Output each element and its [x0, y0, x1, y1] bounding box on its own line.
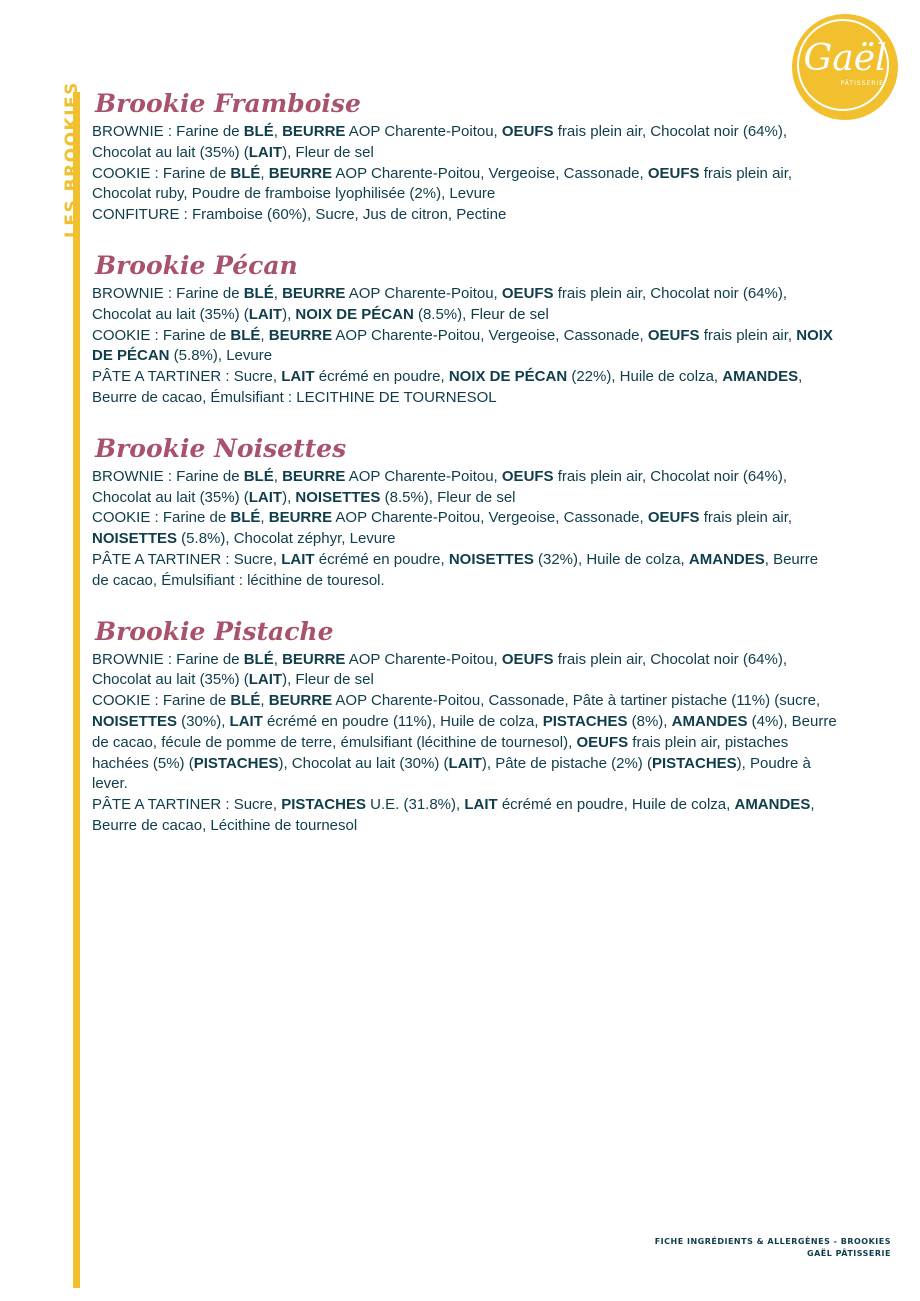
- ingredient-text: ), Poudre à lever.: [92, 754, 811, 793]
- recipe-title: Brookie Pistache: [95, 616, 334, 646]
- allergen-text: NOIX DE PÉCAN: [295, 305, 414, 323]
- allergen-text: LAIT: [464, 796, 498, 814]
- ingredient-text: écrémé en poudre (11%), Huile de colza,: [262, 712, 543, 730]
- allergen-text: LAIT: [448, 754, 482, 772]
- allergen-text: LAIT: [281, 368, 315, 386]
- recipe-title: Brookie Noisettes: [95, 433, 347, 463]
- allergen-text: NOISETTES: [295, 488, 381, 506]
- ingredient-line: [92, 122, 837, 164]
- ingredient-text: frais plein air, Chocolat noir (64%), Chocolat au lait (35%) (: [92, 650, 788, 689]
- allergen-text: LAIT: [248, 488, 283, 506]
- recipe-section: [92, 431, 837, 592]
- ingredient-text: (8%),: [627, 712, 672, 730]
- allergen-text: LAIT: [248, 143, 283, 161]
- ingredient-text: ,: [273, 650, 283, 668]
- recipe-section: [92, 614, 837, 837]
- allergen-text: OEUFS: [501, 467, 554, 485]
- ingredient-line: [92, 284, 837, 326]
- allergen-text: NOISETTES: [92, 712, 178, 730]
- ingredient-text: AOP Charente-Poitou, Vergeoise, Cassonade,: [332, 326, 648, 344]
- ingredient-text: frais plein air, pistaches hachées (5%) (: [92, 733, 789, 772]
- allergen-text: OEUFS: [647, 509, 700, 527]
- recipe-title: Brookie Framboise: [95, 89, 361, 118]
- footer-line-1: FICHE INGRÉDIENTS & ALLERGÈNES - BROOKIES: [654, 1237, 891, 1246]
- allergen-text: BLÉ: [230, 692, 261, 710]
- allergen-text: BLÉ: [243, 650, 274, 668]
- allergen-text: BLÉ: [243, 284, 274, 302]
- allergen-text: PISTACHES: [281, 796, 366, 814]
- allergen-text: BLÉ: [230, 164, 261, 182]
- ingredient-text: BROWNIE : Farine de: [92, 650, 244, 668]
- ingredient-text: frais plein air,: [699, 326, 797, 344]
- allergen-text: BEURRE: [282, 284, 346, 302]
- allergen-text: LAIT: [229, 712, 263, 730]
- ingredient-line: [92, 795, 837, 837]
- ingredient-text: écrémé en poudre,: [314, 368, 449, 386]
- ingredient-text: ), Fleur de sel: [282, 671, 374, 689]
- allergen-text: BEURRE: [282, 467, 346, 485]
- ingredient-text: ), Pâte de pistache (2%) (: [481, 754, 652, 772]
- allergen-text: NOIX DE PÉCAN: [448, 368, 568, 386]
- ingredient-text: (8.5%), Fleur de sel: [413, 305, 549, 323]
- allergen-text: BLÉ: [243, 123, 274, 140]
- ingredient-text: AOP Charente-Poitou, Vergeoise, Cassonade,: [332, 509, 648, 527]
- ingredient-text: PÂTE A TARTINER : Sucre,: [92, 796, 282, 814]
- ingredient-text: COOKIE : Farine de: [92, 509, 231, 527]
- ingredient-text: ,: [273, 123, 283, 140]
- ingredient-line: [92, 205, 837, 226]
- allergen-text: OEUFS: [501, 123, 554, 140]
- allergen-text: PISTACHES: [651, 754, 737, 772]
- ingredient-text: (5.8%), Chocolat zéphyr, Levure: [177, 530, 396, 548]
- allergen-text: LAIT: [248, 671, 283, 689]
- recipe-section: [92, 86, 837, 226]
- allergen-text: AMANDES: [671, 712, 748, 730]
- ingredient-text: ,: [260, 164, 269, 182]
- ingredient-text: ), Fleur de sel: [282, 143, 374, 161]
- allergen-text: NOISETTES: [448, 550, 534, 568]
- ingredient-text: AOP Charente-Poitou,: [345, 123, 502, 140]
- ingredient-text: (32%), Huile de colza,: [533, 550, 689, 568]
- logo-name: Gaël: [803, 38, 887, 79]
- ingredient-line: [92, 508, 837, 550]
- ingredient-text: AOP Charente-Poitou,: [345, 467, 502, 485]
- allergen-text: OEUFS: [647, 164, 700, 182]
- ingredient-text: BROWNIE : Farine de: [92, 467, 244, 485]
- ingredient-text: ), Chocolat au lait (30%) (: [278, 754, 449, 772]
- allergen-text: BEURRE: [268, 164, 333, 182]
- allergen-text: OEUFS: [647, 326, 700, 344]
- ingredient-text: PÂTE A TARTINER : Sucre,: [92, 550, 282, 568]
- ingredient-text: CONFITURE : Framboise (60%), Sucre, Jus de citron, Pectine: [92, 206, 507, 224]
- ingredient-text: AOP Charente-Poitou,: [345, 284, 502, 302]
- ingredient-text: U.E. (31.8%),: [365, 796, 465, 814]
- ingredient-text: COOKIE : Farine de: [92, 692, 231, 710]
- allergen-text: AMANDES: [734, 796, 811, 814]
- ingredient-text: PÂTE A TARTINER : Sucre,: [92, 368, 282, 386]
- side-label: LES BROOKIES: [62, 81, 82, 238]
- allergen-text: BLÉ: [230, 326, 261, 344]
- ingredient-text: BROWNIE : Farine de: [92, 123, 244, 140]
- ingredient-text: (30%),: [177, 712, 230, 730]
- ingredient-text: , Beurre de cacao, Émulsifiant : LECITHINE DE TOURNESOL: [92, 368, 803, 406]
- ingredient-line: [92, 691, 837, 795]
- ingredient-text: frais plein air,: [699, 509, 793, 527]
- ingredient-text: (22%), Huile de colza,: [567, 368, 723, 386]
- ingredient-text: (4%), Beurre de cacao, fécule de pomme de terre, émulsifiant (lécithine de tournesol),: [92, 712, 837, 751]
- ingredient-line: [92, 467, 837, 509]
- ingredient-text: COOKIE : Farine de: [92, 164, 231, 182]
- ingredients-content: [92, 86, 837, 859]
- ingredient-text: ,: [260, 692, 269, 710]
- ingredient-text: COOKIE : Farine de: [92, 326, 231, 344]
- allergen-text: OEUFS: [576, 733, 629, 751]
- footer: [655, 1236, 891, 1260]
- allergen-text: OEUFS: [501, 284, 554, 302]
- allergen-text: AMANDES: [722, 368, 799, 386]
- ingredient-line: [92, 650, 837, 692]
- allergen-text: BEURRE: [268, 326, 333, 344]
- allergen-text: OEUFS: [501, 650, 554, 668]
- allergen-text: BLÉ: [243, 467, 274, 485]
- ingredient-text: , Beurre de cacao, Émulsifiant : lécithine de touresol.: [92, 550, 819, 589]
- ingredient-text: (8.5%), Fleur de sel: [380, 488, 516, 506]
- ingredient-text: BROWNIE : Farine de: [92, 284, 244, 302]
- ingredient-text: AOP Charente-Poitou, Cassonade, Pâte à tartiner pistache (11%) (sucre,: [332, 692, 821, 710]
- allergen-text: LAIT: [281, 550, 315, 568]
- allergen-text: PISTACHES: [542, 712, 628, 730]
- ingredient-text: écrémé en poudre, Huile de colza,: [497, 796, 735, 814]
- ingredient-line: [92, 164, 837, 206]
- ingredient-text: frais plein air, Chocolat ruby, Poudre de framboise lyophilisée (2%), Levure: [92, 164, 793, 203]
- allergen-text: BEURRE: [282, 650, 346, 668]
- ingredient-text: frais plein air, Chocolat noir (64%), Chocolat au lait (35%) (: [92, 467, 788, 506]
- recipe-title: Brookie Pécan: [95, 250, 298, 280]
- allergen-text: NOIX DE PÉCAN: [92, 326, 833, 365]
- allergen-text: BEURRE: [282, 123, 346, 140]
- recipe-section: [92, 248, 837, 409]
- ingredient-text: ,: [260, 326, 269, 344]
- footer-line-2: GAËL PÂTISSERIE: [807, 1249, 891, 1258]
- allergen-text: NOISETTES: [92, 530, 178, 548]
- logo-subtitle: PÂTISSERIE: [840, 80, 884, 87]
- ingredient-text: frais plein air, Chocolat noir (64%), Chocolat au lait (35%) (: [92, 284, 788, 323]
- allergen-text: BEURRE: [268, 509, 333, 527]
- ingredient-line: [92, 550, 837, 592]
- ingredient-line: [92, 367, 837, 409]
- ingredient-text: AOP Charente-Poitou, Vergeoise, Cassonade,: [332, 164, 648, 182]
- ingredient-text: frais plein air, Chocolat noir (64%), Chocolat au lait (35%) (: [92, 123, 788, 161]
- ingredient-text: (5.8%), Levure: [169, 347, 273, 365]
- ingredient-text: ),: [282, 488, 296, 506]
- ingredient-text: AOP Charente-Poitou,: [345, 650, 502, 668]
- ingredient-text: écrémé en poudre,: [314, 550, 449, 568]
- ingredient-text: ,: [260, 509, 269, 527]
- ingredient-line: [92, 326, 837, 368]
- ingredient-text: ,: [273, 284, 283, 302]
- allergen-text: BEURRE: [268, 692, 333, 710]
- allergen-text: BLÉ: [230, 509, 261, 527]
- ingredient-text: ,: [273, 467, 283, 485]
- side-accent-bar: [73, 92, 80, 1288]
- allergen-text: PISTACHES: [193, 754, 279, 772]
- ingredient-text: ),: [282, 305, 296, 323]
- allergen-text: LAIT: [248, 305, 283, 323]
- ingredient-text: , Beurre de cacao, Lécithine de tournesol: [92, 796, 815, 834]
- allergen-text: AMANDES: [688, 550, 765, 568]
